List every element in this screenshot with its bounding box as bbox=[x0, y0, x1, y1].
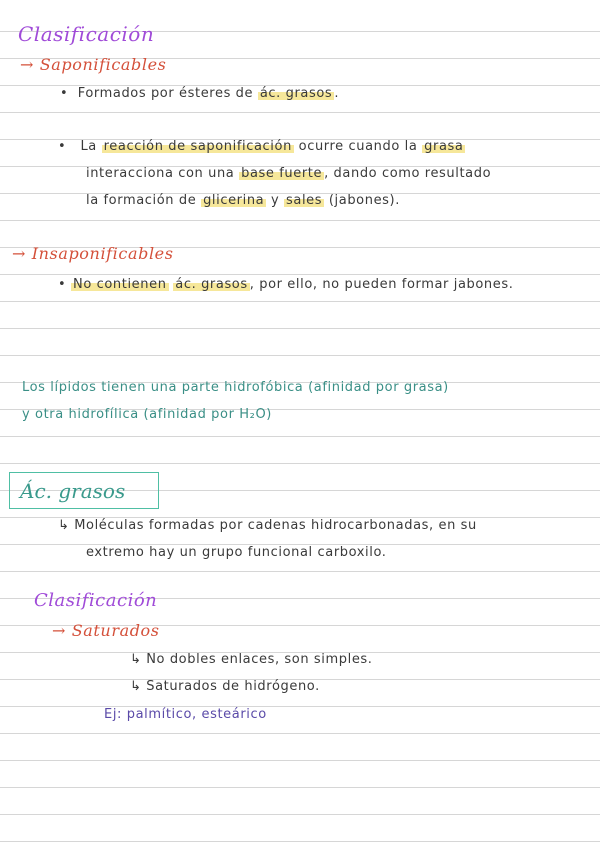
bullet-dot: • bbox=[58, 277, 72, 292]
bullet-reaccion-line1: • La reacción de saponificación ocurre cuando la grasa bbox=[58, 139, 464, 154]
highlight-ac-grasos-2: ác. grasos bbox=[175, 277, 248, 292]
bullet-reaccion-line3: la formación de glicerina y sales (jabones). bbox=[86, 193, 400, 208]
bullet-dot: • bbox=[58, 139, 81, 154]
bullet-dot: • bbox=[60, 86, 78, 101]
bullet-no-contienen: • No contienen ác. grasos , por ello, no pueden formar jabones. bbox=[58, 277, 514, 292]
section-title-ac-grasos: Ác. grasos bbox=[20, 479, 126, 503]
saturados-item1: ↳ No dobles enlaces, son simples. bbox=[130, 652, 373, 667]
highlight-grasa: grasa bbox=[424, 139, 464, 154]
section-title-clasificacion: Clasificación bbox=[18, 22, 155, 46]
highlight-glicerina: glicerina bbox=[203, 193, 265, 208]
example-acidos: Ej: palmítico, esteárico bbox=[104, 707, 267, 722]
highlight-ac-grasos: ác. grasos bbox=[259, 86, 333, 101]
highlight-no-contienen: No contienen bbox=[73, 277, 167, 292]
subtitle-clasificacion: Clasificación bbox=[34, 590, 158, 611]
definition-line1: ↳ Moléculas formadas por cadenas hidrocarbonadas, en su bbox=[58, 518, 477, 533]
bullet-esteres: • Formados por ésteres de ác. grasos . bbox=[60, 86, 340, 101]
note-lipidos-line2: y otra hidrofílica (afinidad por H₂O) bbox=[22, 407, 272, 422]
highlight-reaccion: reacción de saponificación bbox=[103, 139, 292, 154]
heading-box-ac-grasos bbox=[9, 472, 159, 509]
note-lipidos-line1: Los lípidos tienen una parte hidrofóbica (afinidad por grasa) bbox=[22, 380, 449, 395]
heading-insaponificables: → Insaponificables bbox=[12, 244, 174, 263]
heading-saturados: → Saturados bbox=[52, 621, 160, 640]
highlight-sales: sales bbox=[286, 193, 323, 208]
bullet-reaccion-line2: interacciona con una base fuerte , dando como resultado bbox=[86, 166, 492, 181]
highlight-base-fuerte: base fuerte bbox=[241, 166, 323, 181]
definition-line2: extremo hay un grupo funcional carboxilo. bbox=[86, 545, 387, 560]
saturados-item2: ↳ Saturados de hidrógeno. bbox=[130, 679, 320, 694]
heading-saponificables: → Saponificables bbox=[20, 55, 167, 74]
